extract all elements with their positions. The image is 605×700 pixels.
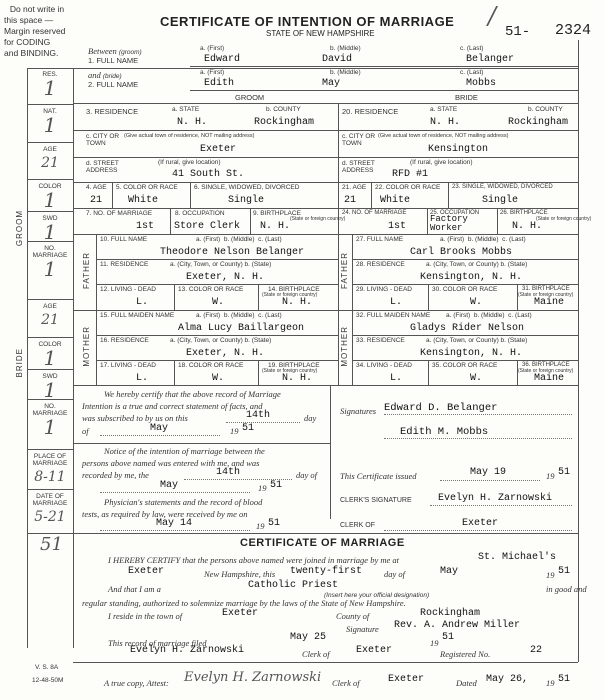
birth-9-label: 9. BIRTHPLACE: [253, 210, 301, 217]
filed-label: This record of marriage filed: [108, 638, 207, 648]
birth-36-label: 36. BIRTHPLACE: [522, 362, 570, 368]
filed-date: May 25: [290, 632, 327, 643]
margin-note: [4, 4, 70, 59]
side-box: [27, 105, 73, 143]
issued-date: May 19: [470, 467, 507, 478]
filed-clerk-of: Exeter: [356, 645, 393, 656]
side-box-label: NAT.: [43, 108, 57, 115]
occ-25-label: 25. OCCUPATION: [430, 210, 480, 216]
certify-line-3: was subscribed to by us on this: [82, 413, 188, 423]
officiant-title: Catholic Priest: [248, 580, 339, 591]
state-foreign-hint: (State or foreign country): [262, 368, 318, 374]
side-box-label: SWD: [42, 373, 58, 380]
state-foreign-hint: (State or foreign country): [518, 368, 574, 374]
birth-14-label: 14. BIRTHPLACE: [268, 286, 320, 293]
groom-last-name: Belanger: [466, 54, 515, 65]
county-hint: b. COUNTY: [528, 106, 563, 113]
filed-clerk-of-label: Clerk of: [302, 649, 330, 659]
between-label: Between (groom): [88, 46, 142, 56]
groom-first-name: Edward: [204, 54, 241, 65]
bride-street: RFD #1: [392, 169, 429, 180]
groom-father-residence: Exeter, N. H.: [186, 272, 265, 283]
cert-prefix: 51-: [505, 24, 531, 40]
marriage-town: Exeter: [128, 566, 165, 577]
middle-hint: b. (Middle): [330, 45, 361, 52]
bride-state: N. H.: [430, 117, 461, 128]
bride-signature: Edith M. Mobbs: [400, 426, 489, 438]
side-box: [27, 338, 73, 370]
attest-clerk-of-label: Clerk of: [332, 678, 360, 688]
bride-county: Rockingham: [508, 117, 569, 128]
groom-swd: Single: [228, 195, 265, 206]
groom-father-color: W.: [212, 297, 225, 308]
color-22-label: 22. COLOR OR RACE: [375, 184, 441, 191]
side-box-mark: 1: [43, 257, 57, 281]
state-hint: a. STATE: [172, 106, 200, 113]
issued-year-prefix: 19: [546, 471, 555, 481]
side-extra-mark: 51: [40, 534, 63, 555]
groom-father-living: L.: [136, 297, 149, 308]
bride-mother-living: L.: [390, 373, 403, 384]
notice-month: May: [160, 480, 179, 491]
groom-street: 41 South St.: [172, 169, 245, 180]
certificate-title: CERTIFICATE OF INTENTION OF MARRIAGE: [160, 14, 455, 29]
street-hint: (If rural, give location): [158, 159, 221, 166]
bride-first-name: Edith: [204, 78, 235, 89]
city-state-hint: a. (City, Town, or County) b. (State): [426, 337, 528, 344]
marriage-county: Rockingham: [420, 608, 481, 619]
county-hint: b. COUNTY: [266, 106, 301, 113]
groom-mother-living: L.: [136, 373, 149, 384]
marriage-nh-this: New Hampshire, this: [204, 569, 276, 579]
street-hint: (If rural, give location): [410, 159, 473, 166]
marriage-month: May: [440, 566, 459, 577]
margin-note-line: Margin reserved: [4, 26, 66, 36]
side-box: [27, 242, 73, 300]
bride-father-birthplace: Maine: [534, 297, 565, 308]
side-box-label: RES.: [42, 71, 58, 78]
bride-mother-residence: Kensington, N. H.: [420, 348, 523, 359]
groom-mother-name: Alma Lucy Baillargeon: [178, 323, 305, 334]
side-box-mark: 1: [43, 76, 57, 100]
city-label: c. CITY OR TOWN: [86, 133, 120, 147]
groom-county: Rockingham: [254, 117, 315, 128]
issued-label: This Certificate issued: [340, 471, 417, 481]
bride-birthplace: N. H.: [512, 221, 543, 232]
birth-19-label: 19. BIRTHPLACE: [268, 362, 320, 369]
living-12-label: 12. LIVING - DEAD: [100, 286, 156, 293]
bride-last-name: Mobbs: [466, 78, 497, 89]
side-box: [27, 300, 73, 338]
living-34-label: 34. LIVING - DEAD: [356, 362, 412, 369]
side-group-groom: GROOM: [15, 210, 24, 247]
bride-age: 21: [344, 195, 357, 206]
color-18-label: 18. COLOR OR RACE: [178, 362, 244, 369]
signatures-label: Signatures: [340, 406, 377, 416]
form-code-top: V. S. 8A: [35, 664, 59, 671]
name-parts-hint: a. (First) b. (Middle) c. (Last): [196, 236, 282, 243]
city-hint: (Give actual town of residence, NOT mailing address): [378, 133, 509, 139]
side-box: [27, 400, 73, 450]
bride-mother-color: W.: [470, 373, 483, 384]
marriage-year-prefix: 19: [546, 570, 555, 580]
street-label: d. STREET ADDRESS: [342, 160, 375, 174]
insert-hint: (Insert here your official designation): [324, 592, 430, 599]
side-box-label: COLOR: [38, 341, 62, 348]
side-box-mark: 1: [43, 113, 57, 137]
issued-year: 51: [558, 467, 571, 478]
father-label-bride: FATHER: [340, 252, 349, 289]
side-box-label: AGE: [43, 303, 57, 310]
swd-23-label: 23. SINGLE, WIDOWED, DIVORCED: [452, 184, 553, 190]
residence-3-label: 3. RESIDENCE: [86, 107, 139, 116]
bride-father-residence: Kensington, N. H.: [420, 272, 523, 283]
side-box-mark: 21: [41, 312, 59, 328]
certify-day: 14th: [246, 410, 271, 421]
notice-day: 14th: [216, 467, 241, 478]
groom-father-name: Theodore Nelson Belanger: [160, 247, 305, 258]
reside-town: Exeter: [222, 608, 259, 619]
maiden-32-label: 32. FULL MAIDEN NAME: [356, 312, 431, 319]
side-box-mark: 1: [43, 415, 57, 439]
res-33-label: 33. RESIDENCE: [356, 337, 405, 344]
bride-color: White: [380, 195, 411, 206]
bride-caption: BRIDE: [455, 93, 478, 102]
filed-year: 51: [442, 632, 455, 643]
side-box: [27, 490, 73, 534]
officiant-signature: Rev. A. Andrew Miller: [394, 620, 521, 631]
certify-year-prefix: 19: [230, 426, 239, 436]
side-box: [27, 450, 73, 490]
marriage-title: CERTIFICATE OF MARRIAGE: [240, 537, 405, 549]
side-box-label: NO. MARRIAGE: [32, 403, 68, 417]
physician-year-prefix: 19: [256, 521, 265, 531]
living-17-label: 17. LIVING - DEAD: [100, 362, 156, 369]
residence-20-label: 20. RESIDENCE: [342, 107, 399, 116]
form-code-bottom: 12-48-50M: [32, 677, 64, 684]
field-2-label: 2. FULL NAME: [88, 80, 139, 89]
state-foreign-hint: (State or foreign country): [290, 216, 346, 222]
nom-24-label: 24. NO. OF MARRIAGE: [342, 210, 407, 216]
street-label: d. STREET ADDRESS: [86, 160, 119, 174]
res-16-label: 16. RESIDENCE: [100, 337, 149, 344]
father-label-groom: FATHER: [82, 252, 91, 289]
side-box: [27, 180, 73, 212]
side-box-label: DATE OF MARRIAGE: [32, 493, 68, 507]
color-5-label: 5. COLOR OR RACE: [116, 184, 178, 191]
groom-state: N. H.: [177, 117, 208, 128]
marriage-day: twenty-first: [290, 566, 363, 577]
birth-26-label: 26. BIRTHPLACE: [500, 210, 548, 216]
state-foreign-hint: (State or foreign country): [518, 292, 574, 298]
color-30-label: 30. COLOR OR RACE: [432, 286, 498, 293]
side-box: [27, 68, 73, 105]
notice-line-2: persons above named was entered with me, and was: [82, 458, 260, 468]
bride-father-living: L.: [390, 297, 403, 308]
city-hint: (Give actual town of residence, NOT mailing address): [124, 133, 255, 139]
dated-label: Dated: [456, 678, 477, 688]
bride-middle-name: May: [322, 78, 341, 89]
res-11-label: 11. RESIDENCE: [100, 261, 149, 268]
registered-label: Registered No.: [440, 649, 491, 659]
nom-7-label: 7. NO. OF MARRIAGE: [86, 210, 153, 217]
side-box-mark: 1: [43, 378, 57, 402]
city-state-hint: a. (City, Town, or County) b. (State): [170, 261, 272, 268]
margin-note-line: for CODING: [4, 37, 51, 47]
marriage-day-of: day of: [384, 569, 406, 579]
attest-label: A true copy, Attest:: [104, 678, 169, 688]
middle-hint: b. (Middle): [330, 69, 361, 76]
and-label: and (bride): [88, 70, 122, 80]
groom-mother-birthplace: N. H.: [282, 373, 313, 384]
fullname-27-label: 27. FULL NAME: [356, 236, 404, 243]
res-28-label: 28. RESIDENCE: [356, 261, 405, 268]
living-29-label: 29. LIVING - DEAD: [356, 286, 412, 293]
notice-line-3: recorded by me, the: [82, 470, 149, 480]
filed-clerk: Evelyn H. Zarnowski: [130, 645, 245, 656]
side-box-mark: 1: [43, 188, 57, 212]
groom-signature: Edward D. Belanger: [384, 402, 498, 414]
attest-clerk-of: Exeter: [388, 674, 425, 685]
groom-mother-residence: Exeter, N. H.: [186, 348, 265, 359]
bride-mother-birthplace: Maine: [534, 373, 565, 384]
side-group-bride: BRIDE: [15, 348, 24, 378]
first-hint: a. (First): [200, 69, 225, 76]
bride-father-name: Carl Brooks Mobbs: [410, 247, 513, 258]
certify-line-1: We hereby certify that the above record of Marriage: [104, 389, 281, 399]
name-parts-hint: a. (First) b. (Middle) c. (Last): [196, 312, 282, 319]
clerk-of-label: CLERK OF: [340, 522, 376, 529]
name-parts-hint: a. (First) b. (Middle) c. (Last): [446, 312, 532, 319]
marriage-year: 51: [558, 566, 571, 577]
check-mark: /: [488, 2, 497, 30]
city-state-hint: a. (City, Town, or County) b. (State): [426, 261, 528, 268]
attest-signature: Evelyn H. Zarnowski: [184, 670, 322, 685]
dated-year: 51: [558, 674, 571, 685]
certify-day-label: day: [304, 413, 317, 423]
side-box: [27, 212, 73, 242]
county-label: County of: [336, 611, 370, 621]
mother-label-groom: MOTHER: [82, 326, 91, 367]
side-box-mark: 8-11: [34, 469, 66, 485]
last-hint: c. (Last): [460, 69, 484, 76]
groom-mother-color: W.: [212, 373, 225, 384]
certify-line-2: Intention is a true and correct statement of facts, and: [82, 401, 263, 411]
state-hint: a. STATE: [430, 106, 458, 113]
side-box-label: COLOR: [38, 183, 62, 190]
side-box-mark: 21: [41, 155, 59, 171]
registered-number: 22: [530, 645, 543, 656]
physician-year: 51: [268, 518, 281, 529]
side-box-label: NO. MARRIAGE: [32, 245, 68, 259]
color-13-label: 13. COLOR OR RACE: [178, 286, 244, 293]
last-hint: c. (Last): [460, 45, 484, 52]
marriage-regular: regular standing, authorized to solemnize marriage by the laws of the State of New Hampshire.: [82, 598, 406, 608]
bride-no-marriage: 1st: [388, 221, 407, 232]
bride-father-color: W.: [470, 297, 483, 308]
bride-occupation-1: Factory: [430, 214, 468, 224]
fullname-10-label: 10. FULL NAME: [100, 236, 148, 243]
certify-of-label: of: [82, 426, 89, 436]
side-box-mark: 1: [43, 346, 57, 370]
physician-date: May 14: [156, 518, 193, 529]
groom-age: 21: [90, 195, 103, 206]
margin-note-line: Do not write in: [9, 4, 65, 14]
bride-city: Kensington: [428, 144, 489, 155]
birth-31-label: 31. BIRTHPLACE: [522, 286, 570, 292]
notice-day-label: day of: [296, 470, 318, 480]
field-1-label: 1. FULL NAME: [88, 56, 139, 65]
certify-month: May: [150, 423, 169, 434]
reside-label: I reside in the town of: [108, 611, 183, 621]
filed-year-prefix: 19: [430, 638, 439, 648]
state-foreign-hint: (State or foreign country): [536, 216, 592, 222]
side-box-label: AGE: [43, 146, 57, 153]
side-box-mark: 1: [43, 220, 57, 244]
clerk-signature: Evelyn H. Zarnowski: [438, 493, 553, 504]
city-label: c. CITY OR TOWN: [342, 133, 376, 147]
groom-occupation: Store Clerk: [174, 221, 241, 232]
bride-swd: Single: [482, 195, 519, 206]
margin-note-line: this space —: [4, 15, 54, 25]
certificate-subtitle: STATE OF NEW HAMPSHIRE: [266, 29, 375, 38]
side-box: [27, 143, 73, 180]
swd-6-label: 6. SINGLE, WIDOWED, DIVORCED: [194, 184, 300, 191]
clerk-of: Exeter: [462, 518, 499, 529]
groom-no-marriage: 1st: [136, 221, 155, 232]
side-box-label: PLACE OF MARRIAGE: [32, 453, 68, 467]
marriage-place: St. Michael's: [478, 552, 557, 563]
bride-occupation-2: Worker: [430, 223, 463, 233]
notice-year-prefix: 19: [258, 483, 267, 493]
marriage-line-1: I HEREBY CERTIFY that the persons above named were joined in marriage by me at: [108, 555, 400, 565]
marriage-and-i-am: And that I am a: [108, 584, 161, 594]
groom-birthplace: N. H.: [260, 221, 291, 232]
margin-note-line: and BINDING.: [4, 48, 59, 58]
occ-8-label: 8. OCCUPATION: [175, 210, 225, 217]
groom-city: Exeter: [200, 144, 237, 155]
age-4-label: 4. AGE: [86, 184, 107, 191]
groom-color: White: [128, 195, 159, 206]
marriage-in-good: in good and: [546, 584, 587, 594]
groom-father-birthplace: N. H.: [282, 297, 313, 308]
clerk-signature-label: CLERK'S SIGNATURE: [340, 497, 412, 504]
physician-line-2: tests, as required by law, were received by me on: [82, 509, 248, 519]
side-box: [27, 370, 73, 400]
maiden-15-label: 15. FULL MAIDEN NAME: [100, 312, 175, 319]
certify-year: 51: [242, 423, 255, 434]
groom-caption: GROOM: [235, 93, 265, 102]
name-parts-hint: a. (First) b. (Middle) c. (Last): [440, 236, 526, 243]
color-35-label: 35. COLOR OR RACE: [432, 362, 498, 369]
age-21-label: 21. AGE: [342, 184, 367, 191]
city-state-hint: a. (City, Town, or County) b. (State): [170, 337, 272, 344]
dated-value: May 26,: [486, 674, 529, 685]
bride-mother-name: Gladys Rider Nelson: [410, 323, 525, 334]
physician-line-1: Physician's statements and the record of blood: [104, 497, 263, 507]
side-box-mark: 5-21: [34, 509, 66, 525]
dated-year-prefix: 19: [546, 678, 555, 688]
mother-label-bride: MOTHER: [340, 326, 349, 367]
state-foreign-hint: (State or foreign country): [262, 292, 318, 298]
first-hint: a. (First): [200, 45, 225, 52]
notice-line-1: Notice of the intention of marriage between the: [104, 446, 265, 456]
cert-number: 2324: [555, 22, 592, 39]
notice-year: 51: [270, 480, 283, 491]
side-box-label: SWD: [42, 215, 58, 222]
groom-middle-name: David: [322, 54, 353, 65]
signature-label: Signature: [346, 624, 379, 634]
